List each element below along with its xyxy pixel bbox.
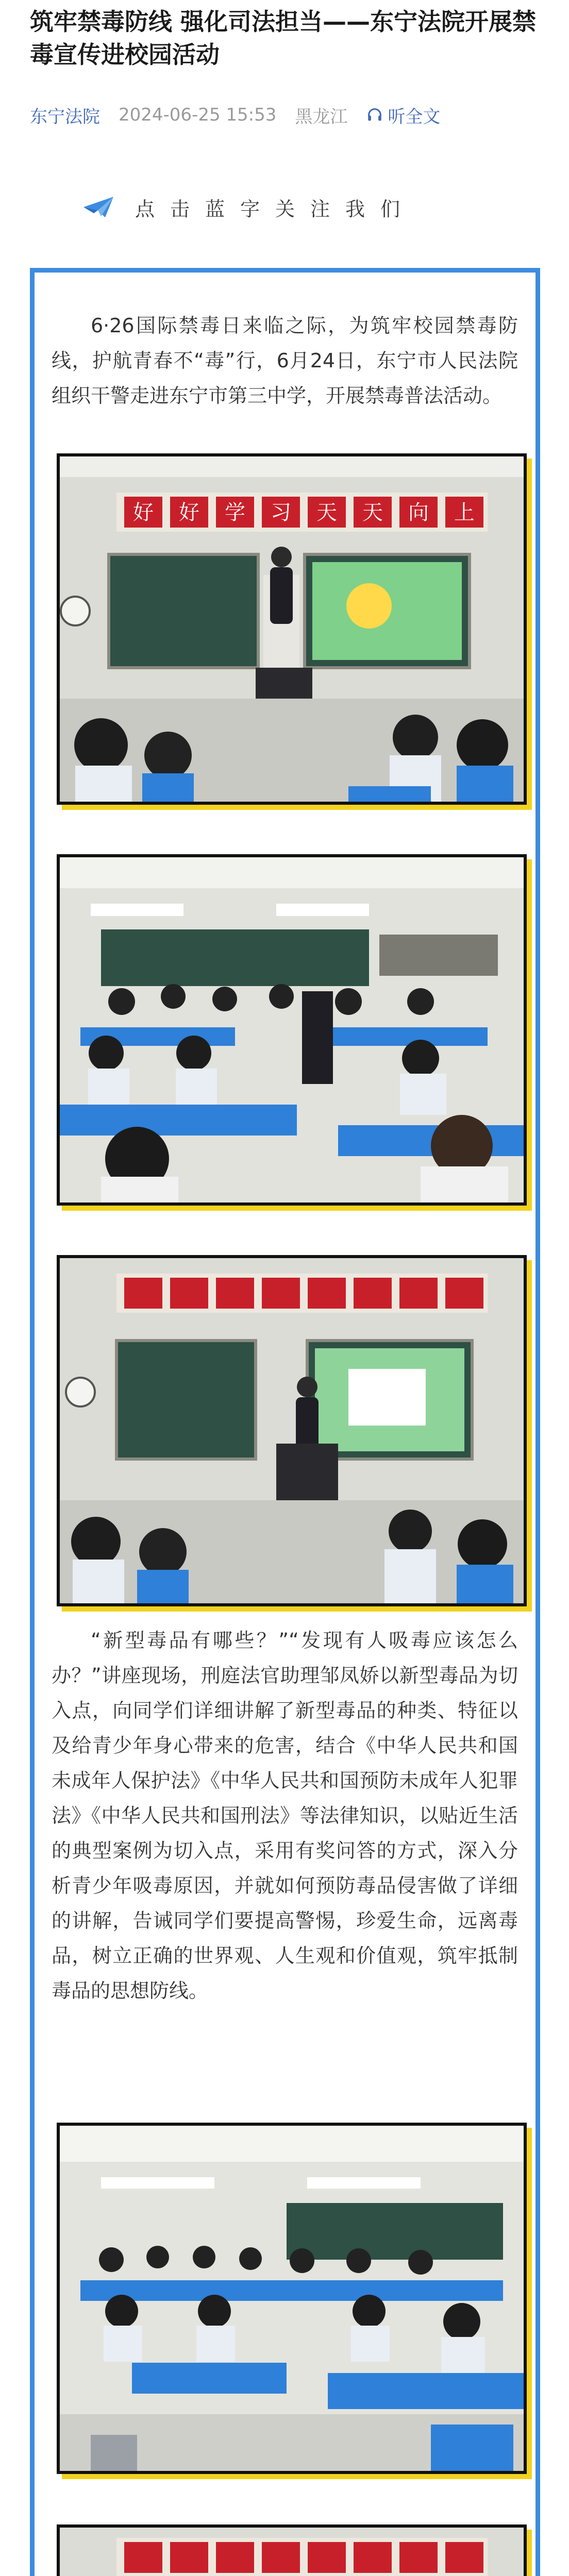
paragraph-lecture-text: “新型毒品有哪些？”“发现有人吸毒应该怎么办？”讲座现场，刑庭法官助理邹凤娇以新型毒品为切入点，向同学们详细讲解了新型毒品的种类、特征以及给青少年身心带来的危害，结合《中华人民共和国未成年人保护法》《中华人民共和国预防未成年人犯罪法》《中华人民共和国刑法》等法律知识，以贴近生活的典型案例为切入点，采用有奖问答的方式，深入分析青少年吸毒原因，并就如何预防毒品侵害做了详细的讲解，告诫同学们要提高警惕，珍爱生命，远离毒品，树立正确的世界观、人生观和价值观，筑牢抵制毒品的思想防线。 [52, 1629, 518, 2002]
publish-region: 黑龙江 [295, 106, 348, 127]
paper-plane-icon [82, 196, 114, 218]
paragraph-intro-text: 6·26国际禁毒日来临之际，为筑牢校园禁毒防线，护航青春不“毒”行，6月24日，东宁市人民法院组织干警走进东宁市第三中学，开展禁毒普法活动。 [52, 314, 518, 407]
paragraph-intro [52, 308, 518, 413]
photo-students-desks-2 [57, 2123, 527, 2474]
listen-button[interactable] [366, 103, 440, 128]
article-meta [30, 102, 440, 128]
banner-char: 学 [225, 501, 245, 524]
paragraph-lecture [52, 1623, 518, 2008]
photo-lecture-front-2 [57, 1255, 527, 1606]
follow-prompt-text: 点击蓝字关注我们 [135, 197, 416, 221]
publish-datetime: 2024-06-25 15:53 [119, 105, 277, 125]
banner-char: 好 [179, 501, 199, 524]
banner-char: 上 [454, 501, 475, 524]
banner-char: 习 [271, 501, 291, 524]
account-name-link[interactable]: 东宁法院 [30, 106, 100, 127]
article-title: 筑牢禁毒防线 强化司法担当——东宁法院开展禁毒宣传进校园活动 [30, 8, 537, 69]
banner-char: 天 [362, 501, 383, 524]
headphones-icon [366, 106, 383, 124]
photo-lecture-front-1 [57, 453, 527, 805]
photo-lecture-front-3 [57, 2524, 527, 2576]
listen-label: 听全文 [388, 106, 441, 127]
motto-banner [116, 493, 488, 532]
banner-char: 向 [408, 501, 429, 524]
photo-students-desks-1 [57, 854, 527, 1206]
banner-char: 好 [133, 501, 154, 524]
follow-prompt[interactable] [82, 192, 415, 223]
banner-char: 天 [316, 501, 337, 524]
